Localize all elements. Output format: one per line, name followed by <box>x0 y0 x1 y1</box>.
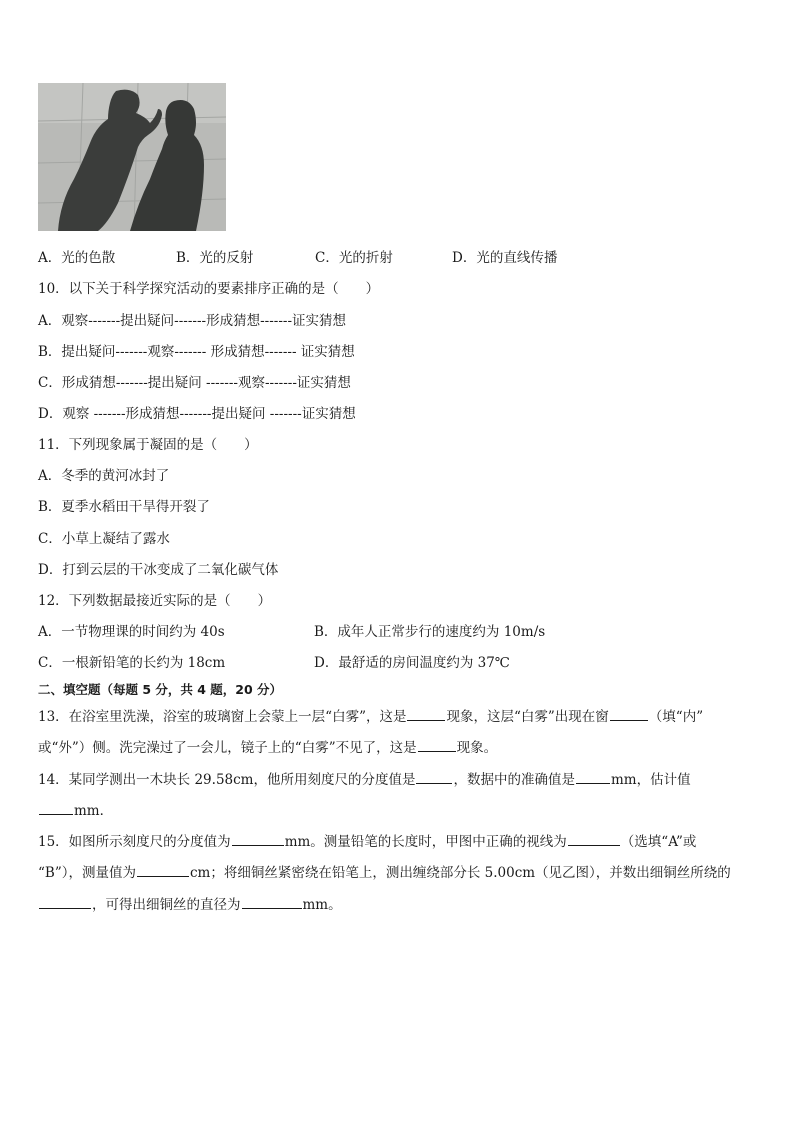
q15-blank-4 <box>39 895 91 909</box>
q12-option-d: D．最舒适的房间温度约为 37℃ <box>314 655 510 671</box>
q14-text-1: 14．某同学测出一木块长 29.58cm，他所用刻度尺的分度值是 <box>38 772 416 788</box>
q9-option-a: A．光的色散 <box>38 250 116 266</box>
q15-blank-3 <box>137 863 189 877</box>
q12-stem: 12．下列数据最接近实际的是（ ） <box>38 593 272 609</box>
q12-option-c: C．一根新铅笔的长约为 18cm <box>38 655 226 671</box>
q10-option-b: B．提出疑问-------观察------- 形成猜想------- 证实猜想 <box>38 344 355 360</box>
q12-option-b: B．成年人正常步行的速度约为 10m/s <box>314 624 546 640</box>
q10-option-d: D．观察 -------形成猜想-------提出疑问 -------证实猜想 <box>38 406 356 422</box>
q13-text-3: （填“内” <box>648 709 704 725</box>
q9-option-d: D．光的直线传播 <box>452 250 558 266</box>
q14-blank-3 <box>39 801 73 815</box>
q14-line2 <box>38 801 113 820</box>
q11-option-d: D．打到云层的干冰变成了二氧化碳气体 <box>38 562 279 578</box>
shadow-photo-graphic <box>38 83 226 231</box>
q12-options-row2 <box>38 654 510 672</box>
q12-options-row1 <box>38 623 546 641</box>
q14-text-3: mm，估计值 <box>610 772 691 788</box>
q11-stem: 11．下列现象属于凝固的是（ ） <box>38 437 258 453</box>
q15-text-4: “B”），测量值为 <box>38 865 136 881</box>
q11-option-a: A．冬季的黄河冰封了 <box>38 468 170 484</box>
q15-text-6: ，可得出细铜丝的直径为 <box>92 897 241 913</box>
q15-text-5: cm；将细铜丝紧密绕在铅笔上，测出缠绕部分长 5.00cm（见乙图），并数出细铜丝所绕的 <box>189 865 731 881</box>
q13-text-2: 现象，这层“白雾”出现在窗 <box>446 709 609 725</box>
q15-line2 <box>38 863 731 882</box>
q15-text-7: mm。 <box>302 897 342 913</box>
q13-text-1: 13．在浴室里洗澡，浴室的玻璃窗上会蒙上一层“白雾”，这是 <box>38 709 407 725</box>
q13-text-5: 现象。 <box>456 740 498 756</box>
q15-text-3: （选填“A”或 <box>620 834 697 850</box>
q9-option-b: B．光的反射 <box>176 250 254 266</box>
q14-line1 <box>38 770 691 789</box>
q15-line3 <box>38 895 342 914</box>
q10-option-c: C．形成猜想-------提出疑问 -------观察-------证实猜想 <box>38 375 351 391</box>
q10-stem: 10．以下关于科学探究活动的要素排序正确的是（ ） <box>38 281 380 297</box>
q13-line2 <box>38 738 497 757</box>
q15-blank-1 <box>232 832 284 846</box>
q14-text-4: mm． <box>74 803 114 819</box>
q15-line1 <box>38 832 696 851</box>
q14-text-2: ，数据中的准确值是 <box>453 772 575 788</box>
q15-blank-2 <box>568 832 620 846</box>
q10-option-a: A．观察-------提出疑问-------形成猜想-------证实猜想 <box>38 313 347 329</box>
q9-options <box>38 249 558 267</box>
q13-blank-2 <box>610 707 648 721</box>
q11-option-b: B．夏季水稻田干旱得开裂了 <box>38 499 210 515</box>
q11-option-c: C．小草上凝结了露水 <box>38 531 170 547</box>
q13-blank-1 <box>407 707 445 721</box>
q9-option-c: C．光的折射 <box>315 250 393 266</box>
section2-heading: 二、填空题（每题 5 分，共 4 题，20 分） <box>38 682 283 697</box>
shadow-photo <box>38 83 226 231</box>
q14-blank-2 <box>576 770 610 784</box>
q15-text-2: mm。测量铅笔的长度时，甲图中正确的视线为 <box>284 834 567 850</box>
q13-text-4: 或“外”）侧。洗完澡过了一会儿，镜子上的“白雾”不见了，这是 <box>38 740 417 756</box>
q15-blank-5 <box>242 895 302 909</box>
q13-line1 <box>38 707 703 726</box>
q13-blank-3 <box>418 738 456 752</box>
q14-blank-1 <box>416 770 452 784</box>
q12-option-a: A．一节物理课的时间约为 40s <box>38 624 225 640</box>
q15-text-1: 15．如图所示刻度尺的分度值为 <box>38 834 231 850</box>
